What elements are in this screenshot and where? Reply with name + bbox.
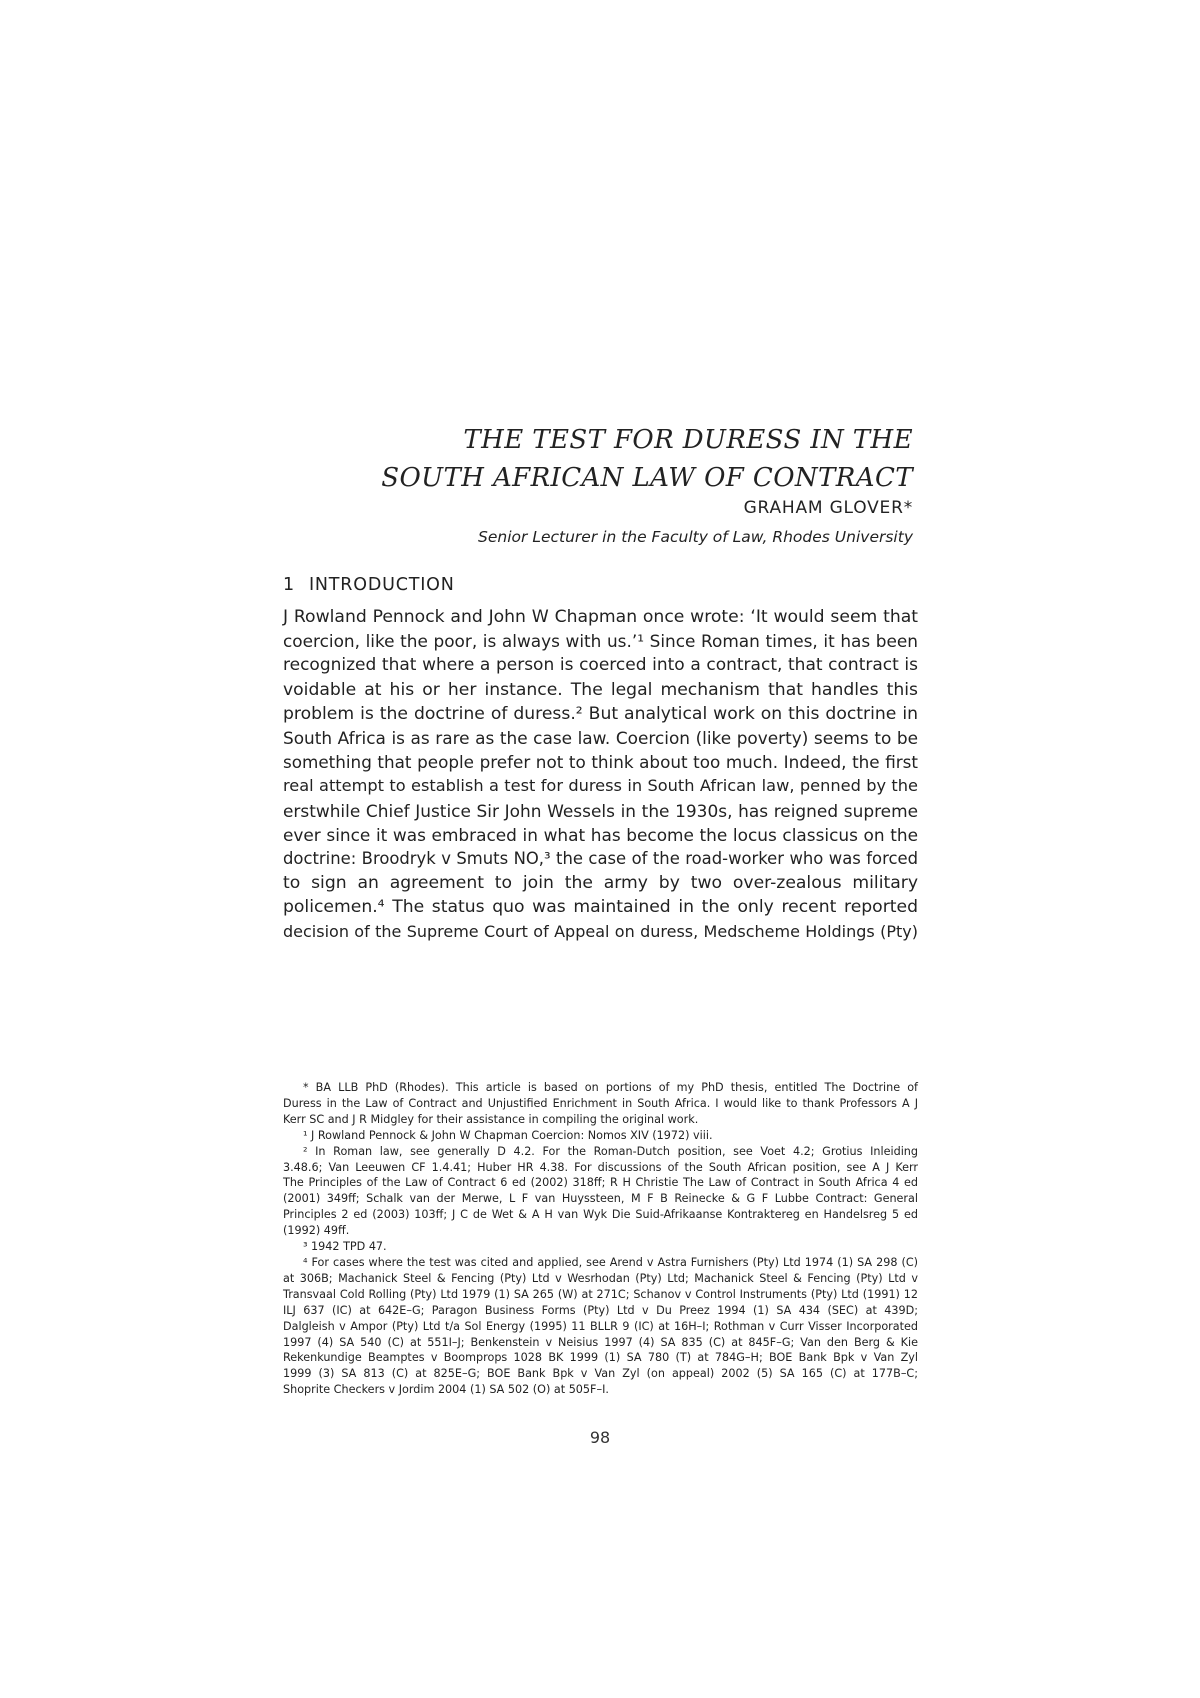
body-line: ever since it was embraced in what has become the locus classicus on the bbox=[283, 824, 918, 845]
body-line: South Africa is as rare as the case law. Coercion (like poverty) seems to be bbox=[283, 728, 918, 749]
footnote-line: 3.48.6; Van Leeuwen CF 1.4.41; Huber HR 4.38. For discussions of the South African position, see A J Kerr bbox=[283, 1160, 918, 1174]
footnote-line: Shoprite Checkers v Jordim 2004 (1) SA 502 (O) at 505F–I. bbox=[283, 1383, 609, 1397]
article-title bbox=[381, 421, 913, 497]
footnote-line: (1992) 49ff. bbox=[283, 1224, 350, 1238]
author-affiliation: Senior Lecturer in the Faculty of Law, Rhodes University bbox=[478, 528, 913, 546]
body-line: problem is the doctrine of duress.² But analytical work on this doctrine in bbox=[283, 703, 918, 724]
footnotes bbox=[283, 1080, 918, 1398]
section-heading bbox=[283, 575, 455, 595]
footnote-line: ³ 1942 TPD 47. bbox=[303, 1240, 387, 1254]
footnote-line: ILJ 637 (IC) at 642E–G; Paragon Business Forms (Pty) Ltd v Du Preez 1994 (1) SA 434 (SEC) at 439D; bbox=[283, 1303, 918, 1317]
footnote-line: Dalgleish v Ampor (Pty) Ltd t/a Sol Energy (1995) 11 BLLR 9 (IC) at 16H–I; Rothman v Curr Visser Incorporated bbox=[283, 1319, 918, 1333]
body-line: doctrine: Broodryk v Smuts NO,³ the case of the road-worker who was forced bbox=[283, 849, 918, 869]
footnote-line: Principles 2 ed (2003) 103ff; J C de Wet & A H van Wyk Die Suid-Afrikaanse Kontraktereg en Handelsreg 5 ed bbox=[283, 1208, 918, 1222]
body-line: recognized that where a person is coerced into a contract, that contract is bbox=[283, 655, 918, 676]
footnote-line: 1999 (3) SA 813 (C) at 825E–G; BOE Bank Bpk v Van Zyl (on appeal) 2002 (5) SA 165 (C) at 177B–C; bbox=[283, 1367, 918, 1381]
section-number: 1 bbox=[283, 575, 295, 595]
footnote-star bbox=[283, 1080, 918, 1128]
section-title: INTRODUCTION bbox=[308, 575, 455, 595]
footnote-line: (2001) 349ff; Schalk van der Merwe, L F van Huyssteen, M F B Reinecke & G F Lubbe Contract: General bbox=[283, 1192, 918, 1206]
footnote-line: at 306B; Machanick Steel & Fencing (Pty) Ltd v Wesrhodan (Pty) Ltd; Machanick Steel & Fencing (Pty) Ltd v bbox=[283, 1271, 918, 1285]
footnote-line: * BA LLB PhD (Rhodes). This article is based on portions of my PhD thesis, entitled The Doctrine of bbox=[303, 1081, 918, 1094]
footnote-line: ⁴ For cases where the test was cited and applied, see Arend v Astra Furnishers (Pty) Ltd 1974 (1) SA 298 (C) bbox=[303, 1255, 918, 1269]
footnote-line: ² In Roman law, see generally D 4.2. For the Roman-Dutch position, see Voet 4.2; Grotius Inleiding bbox=[303, 1144, 918, 1158]
footnote-3 bbox=[283, 1239, 918, 1255]
footnote-line: 1997 (4) SA 540 (C) at 551I–J; Benkenstein v Neisius 1997 (4) SA 835 (C) at 845F–G; Van den Berg & Kie bbox=[283, 1335, 918, 1349]
body-line: to sign an agreement to join the army by two over-zealous military bbox=[283, 873, 918, 894]
footnote-line: ¹ J Rowland Pennock & John W Chapman Coercion: Nomos XIV (1972) viii. bbox=[303, 1128, 713, 1142]
footnote-4 bbox=[283, 1255, 918, 1398]
author-name: GRAHAM GLOVER* bbox=[743, 498, 913, 518]
footnote-line: Duress in the Law of Contract and Unjustified Enrichment in South Africa. I would like to thank Professors A J bbox=[283, 1096, 918, 1110]
body-line: decision of the Supreme Court of Appeal on duress, Medscheme Holdings (Pty) bbox=[283, 921, 918, 941]
body-line: something that people prefer not to think about too much. Indeed, the first bbox=[283, 752, 918, 773]
page-number: 98 bbox=[589, 1428, 611, 1447]
body-line: policemen.⁴ The status quo was maintained in the only recent reported bbox=[283, 897, 918, 918]
body-line: real attempt to establish a test for duress in South African law, penned by the bbox=[283, 776, 918, 796]
title-line-1: THE TEST FOR DURESS IN THE bbox=[463, 425, 913, 455]
body-line: J Rowland Pennock and John W Chapman once wrote: ‘It would seem that bbox=[283, 607, 918, 627]
body-line: voidable at his or her instance. The legal mechanism that handles this bbox=[283, 679, 918, 700]
footnote-line: The Principles of the Law of Contract 6 ed (2002) 318ff; R H Christie The Law of Contract in South Africa 4 ed bbox=[283, 1176, 918, 1190]
body-line: coercion, like the poor, is always with us.’¹ Since Roman times, it has been bbox=[283, 631, 918, 652]
footnote-2 bbox=[283, 1144, 918, 1239]
title-line-2: SOUTH AFRICAN LAW OF CONTRACT bbox=[381, 463, 913, 493]
footnote-line: Rekenkundige Beamptes v Boomprops 1028 BK 1999 (1) SA 780 (T) at 784G–H; BOE Bank Bpk v Van Zyl bbox=[283, 1351, 918, 1365]
body-paragraph bbox=[283, 605, 918, 944]
footnote-1 bbox=[283, 1128, 918, 1144]
footnote-line: Kerr SC and J R Midgley for their assistance in compiling the original work. bbox=[283, 1112, 699, 1126]
footnote-line: Transvaal Cold Rolling (Pty) Ltd 1979 (1) SA 265 (W) at 271C; Schanov v Control Instruments (Pty) Ltd (1991) 12 bbox=[283, 1287, 918, 1301]
body-line: erstwhile Chief Justice Sir John Wessels in the 1930s, has reigned supreme bbox=[283, 800, 918, 821]
